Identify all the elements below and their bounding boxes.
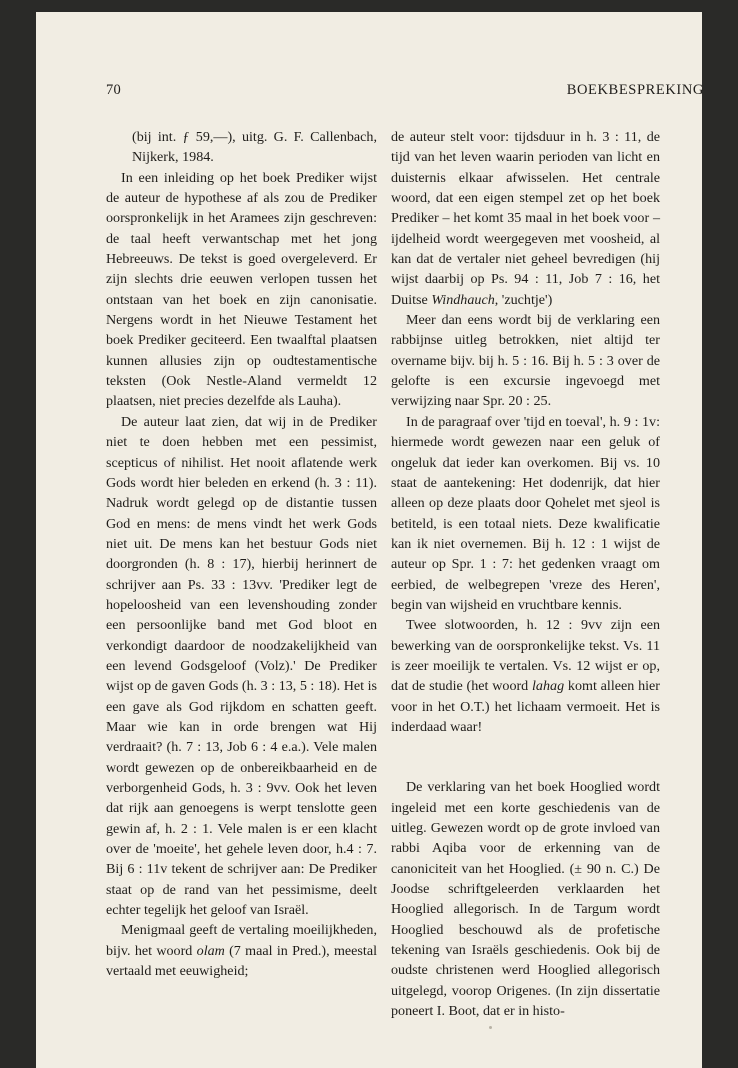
citation-continuation: (bij int. ƒ 59,—), uitg. G. F. Callenbach, Nijkerk, 1984. [132, 129, 377, 166]
paragraph-hooglied: De verklaring van het boek Hooglied wordt ingeleid met een korte geschiedenis van de uitleg. Gewezen wordt op de grote invloed van rabbi Aqiba voor de erkenning van de canoniciteit van het Hooglied. (± 90 n. C.) De Joodse schriftgeleerden verklaarden het Hooglied allegorisch. In de Targum wordt Hooglied beschouwd als de profetische tekening van Israëls geschiedenis. Ook bij de oudste christenen werd Hooglied allegorisch uitgelegd, voorop Origenes. (In zijn dissertatie poneert I. Boot, dat er in histo- [391, 779, 660, 1020]
paragraph-rabbinic: Meer dan eens wordt bij de verklaring een rabbijnse uitleg betrokken, niet altijd ter overname bijv. bij h. 5 : 16. Bij h. 5 : 3 over de gelofte is een excursie ingevoegd met verwijzing naar Spr. 20 : 25. [391, 312, 660, 410]
paragraph-continuation: de auteur stelt voor: tijdsduur in h. 3 : 11, de tijd van het leven waarin perioden van licht en duisternis elkaar afwisselen. Het centrale woord, dat een eigen stempel zet op het boek Prediker – het komt 35 maal in het boek voor – ijdelheid wordt weergegeven met voosheid, al kan dat de vertaler niet geheel bevredigen (hij wijst daarbij op Ps. 94 : 11, Job 7 : 16, het Duitse Windhauch, 'zuchtje') [391, 129, 660, 308]
page-number: 70 [106, 82, 122, 98]
running-title: BOEKBESPREKING [566, 82, 704, 98]
term-olam: olam [196, 942, 225, 959]
paragraph-olam: Menigmaal geeft de vertaling moeilijkheden, bijv. het woord olam (7 maal in Pred.), meestal vertaald met eeuwigheid; [106, 922, 377, 980]
term-windhauch: Windhauch [431, 291, 495, 308]
paragraph-introduction: In een inleiding op het boek Prediker wijst de auteur de hypothese af als zou de Prediker oorspronkelijk in het Aramees zijn geschreven: de taal heeft verwantschap met het jong Hebreeuws. De tekst is goed overgeleverd. Er zijn slechts drie eeuwen verlopen tussen het ontstaan van het boek en zijn canonisatie. Nergens wordt in het Nieuwe Testament het boek Prediker geciteerd. Een twaalftal plaatsen kunnen allusies zijn op oudtestamentische teksten (Ook Nestle-Aland vermeldt 12 plaatsen, niet precies dezelfde als Lauha). [106, 169, 377, 410]
paragraph-pessimism: De auteur laat zien, dat wij in de Prediker niet te doen hebben met een pessimist, scepticus of nihilist. Het nooit aflatende werk Gods wordt hier beleden en erkend (h. 3 : 11). Nadruk wordt gelegd op de distantie tussen God en mens: de mens vindt het werk Gods niet uit. De mens kan het bestuur Gods niet doorgronden (h. 8 : 17), hierbij herinnert de schrijver aan Ps. 33 : 13vv. 'Prediker legt de hopeloosheid van een levenshouding zonder een persoonlijke band met God bloot en verkondigt daardoor de noodzakelijkheid van een levend Godsgeloof (Volz).' De Prediker wijst op de gaven Gods (h. 3 : 13, 5 : 18). Het is een gave als God rijkdom en schatten geeft. Maar wie kan in orde brengen wat Hij verdraait? (h. 7 : 13, Job 6 : 4 e.a.). Vele malen wordt gewezen op de onbereikbaarheid en de verborgenheid Gods, h. 3 : 9vv. Ook het leven dat rijk aan genoegens is werpt tenslotte geen gewin af, h. 2 : 1. Vele malen is er een klacht over de 'moeite', het gehele leven door, h.4 : 7. Bij 6 : 11v tekent de schrijver aan: De Prediker staat op de rand van het pessimisme, deelt echter tegelijk het geloof van Israël. [106, 413, 377, 919]
right-column [391, 127, 660, 1021]
term-lahag: lahag [532, 678, 565, 695]
paper-speck [489, 1026, 492, 1029]
paragraph-tijd-en-toeval: In de paragraaf over 'tijd en toeval', h. 9 : 1v: hiermede wordt gewezen naar een geluk of ongeluk dat ieder kan overkomen. Bij vs. 10 staat de aantekening: Het dodenrijk, dat hier alleen op deze plaats door Qohelet met sjeol is betiteld, is een totaal niets. Deze kwalificatie kan ik niet overnemen. Bij h. 12 : 1 wijst de auteur op Spr. 1 : 7: het gedenken vraagt om eerbied, de welbegrepen 'vreze des Heren', begin van wijsheid en vruchtbare kennis. [391, 413, 660, 613]
left-column [106, 127, 377, 981]
paragraph-slotwoorden: Twee slotwoorden, h. 12 : 9vv zijn een bewerking van de oorspronkelijke tekst. Vs. 11 is zeer moeilijk te vertalen. Vs. 12 wijst er op, dat de studie (het woord lahag komt alleen hier voor in het O.T.) het lichaam vermoeit. Het is inderdaad waar! [391, 617, 660, 735]
